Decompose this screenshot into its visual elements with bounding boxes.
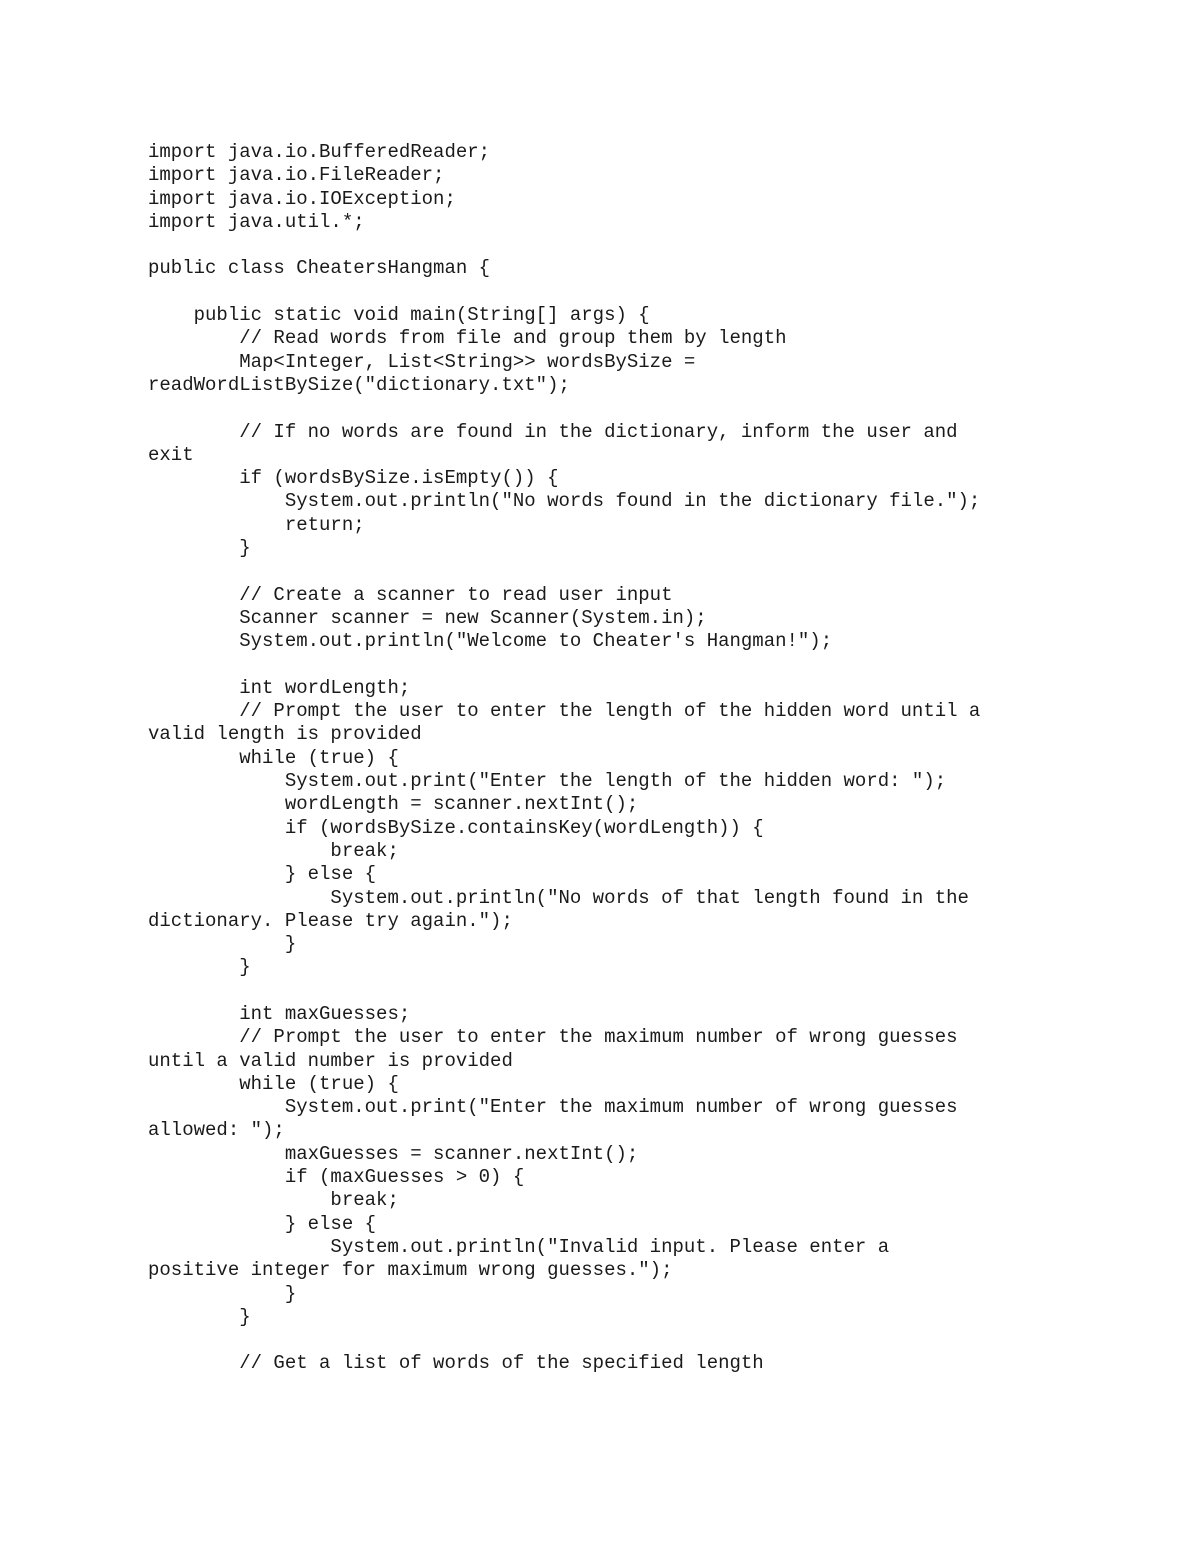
code-line: while (true) {: [148, 746, 399, 769]
code-line: break;: [148, 839, 399, 862]
code-line: until a valid number is provided: [148, 1049, 513, 1072]
code-line: import java.io.IOException;: [148, 187, 456, 210]
code-line: dictionary. Please try again.");: [148, 909, 513, 932]
code-line: [148, 654, 1148, 677]
code-line: [148, 397, 1148, 420]
code-line: public static void main(String[] args) {: [148, 304, 650, 327]
code-line: }: [148, 1282, 297, 1305]
code-line: allowed: ");: [148, 1119, 285, 1142]
code-line: if (wordsBySize.containsKey(wordLength)) {: [148, 816, 764, 839]
code-line: } else {: [148, 1212, 377, 1235]
code-line: exit: [148, 443, 194, 466]
code-line: Scanner scanner = new Scanner(System.in);: [148, 606, 707, 629]
code-line: public class CheatersHangman {: [148, 257, 491, 280]
code-line: readWordListBySize("dictionary.txt");: [148, 373, 570, 396]
code-line: import java.io.BufferedReader;: [148, 141, 491, 163]
code-listing: [148, 141, 1148, 1376]
code-line: Map<Integer, List<String>> wordsBySize =: [148, 350, 696, 373]
code-line: [148, 281, 1148, 304]
code-line: [148, 234, 1148, 257]
code-line: System.out.print("Enter the length of the hidden word: ");: [148, 770, 947, 793]
code-line: [148, 980, 1148, 1003]
code-line: positive integer for maximum wrong guesses.");: [148, 1259, 673, 1282]
code-line: int maxGuesses;: [148, 1002, 411, 1025]
code-line: [148, 1329, 1148, 1352]
code-line: System.out.println("No words found in the dictionary file.");: [148, 490, 981, 513]
code-line: // Get a list of words of the specified length: [148, 1352, 764, 1375]
code-line: System.out.println("No words of that length found in the: [148, 886, 969, 909]
code-line: // Read words from file and group them by length: [148, 327, 787, 350]
code-line: // If no words are found in the dictionary, inform the user and: [148, 420, 958, 443]
code-line: // Create a scanner to read user input: [148, 583, 673, 606]
code-line: }: [148, 1305, 251, 1328]
code-line: System.out.println("Invalid input. Please enter a: [148, 1235, 890, 1258]
code-line: }: [148, 537, 251, 560]
code-line: } else {: [148, 863, 377, 886]
code-line: if (maxGuesses > 0) {: [148, 1166, 525, 1189]
code-line: // Prompt the user to enter the maximum number of wrong guesses: [148, 1026, 958, 1049]
code-line: }: [148, 933, 297, 956]
code-line: System.out.println("Welcome to Cheater's Hangman!");: [148, 630, 833, 653]
code-line: if (wordsBySize.isEmpty()) {: [148, 467, 559, 490]
code-line: break;: [148, 1189, 399, 1212]
code-line: wordLength = scanner.nextInt();: [148, 793, 639, 816]
code-line: }: [148, 956, 251, 979]
code-line: // Prompt the user to enter the length of the hidden word until a: [148, 700, 981, 723]
code-line: System.out.print("Enter the maximum number of wrong guesses: [148, 1096, 958, 1119]
code-line: while (true) {: [148, 1072, 399, 1095]
code-line: import java.io.FileReader;: [148, 164, 445, 187]
code-line: maxGuesses = scanner.nextInt();: [148, 1142, 639, 1165]
code-line: [148, 560, 1148, 583]
code-line: import java.util.*;: [148, 210, 365, 233]
code-line: int wordLength;: [148, 676, 411, 699]
code-line: valid length is provided: [148, 723, 422, 746]
code-line: return;: [148, 513, 365, 536]
